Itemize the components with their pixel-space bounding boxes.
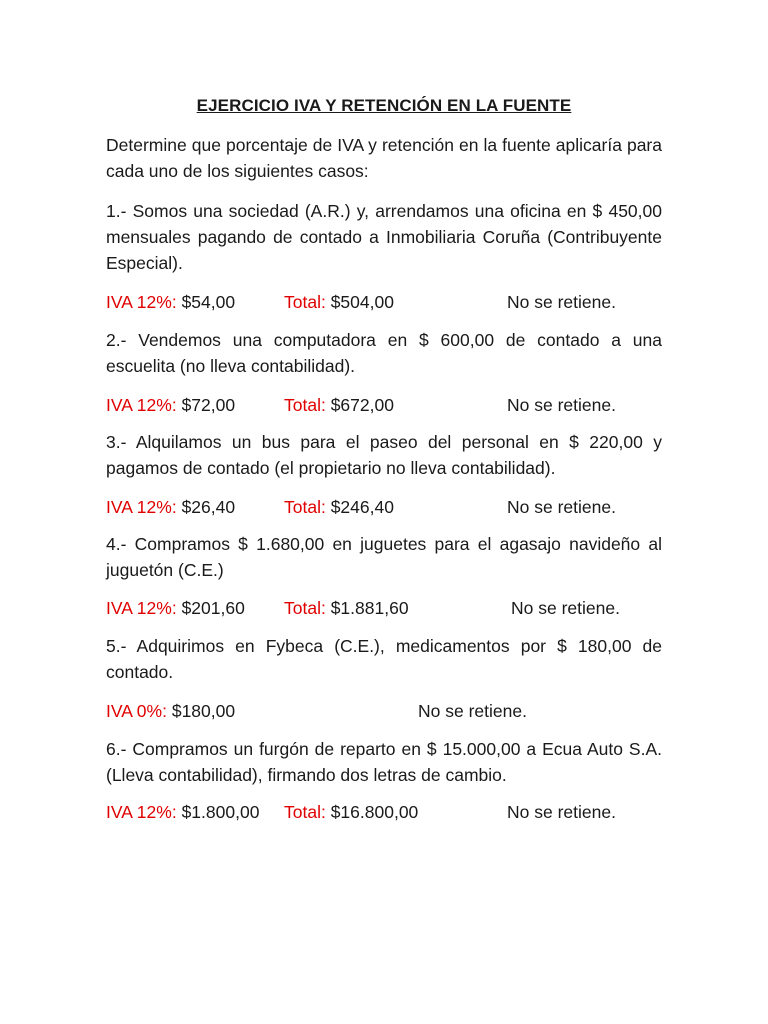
case-2-retention: No se retiene. xyxy=(507,395,616,415)
case-3-iva-value: $26,40 xyxy=(181,497,236,517)
document-title: EJERCICIO IVA Y RETENCIÓN EN LA FUENTE xyxy=(196,96,572,115)
intro-paragraph: Determine que porcentaje de IVA y retención en la fuente aplicaría para cada uno de los siguientes casos: xyxy=(106,135,662,181)
case-4-total-label: Total: xyxy=(284,598,326,618)
case-3-total-value: $246,40 xyxy=(330,497,394,517)
case-6-total-value: $16.800,00 xyxy=(330,802,419,822)
case-6-iva-value: $1.800,00 xyxy=(181,802,260,822)
case-1-total-label: Total: xyxy=(284,292,326,312)
case-5-retention: No se retiene. xyxy=(418,701,527,721)
case-3-total-label: Total: xyxy=(284,497,326,517)
case-4-iva-value: $201,60 xyxy=(181,598,245,618)
case-6-retention: No se retiene. xyxy=(507,802,616,822)
case-1-text: 1.- Somos una sociedad (A.R.) y, arrendamos una oficina en $ 450,00 mensuales pagando de contado a Inmobiliaria Coruña (Contribuyente Especial). xyxy=(106,201,662,273)
case-6-text: 6.- Compramos un furgón de reparto en $ 15.000,00 a Ecua Auto S.A. (Lleva contabilidad), firmando dos letras de cambio. xyxy=(106,739,662,785)
case-6-iva-label: IVA 12%: xyxy=(106,802,177,822)
case-2-total-value: $672,00 xyxy=(330,395,394,415)
case-3-text: 3.- Alquilamos un bus para el paseo del personal en $ 220,00 y pagamos de contado (el propietario no lleva contabilidad). xyxy=(106,432,662,478)
case-2-iva-label: IVA 12%: xyxy=(106,395,177,415)
case-2-iva-value: $72,00 xyxy=(181,395,236,415)
case-6-total-label: Total: xyxy=(284,802,326,822)
case-4-text: 4.- Compramos $ 1.680,00 en juguetes para el agasajo navideño al juguetón (C.E.) xyxy=(106,534,662,580)
case-4-total-value: $1.881,60 xyxy=(330,598,409,618)
case-3-iva-label: IVA 12%: xyxy=(106,497,177,517)
case-2-total-label: Total: xyxy=(284,395,326,415)
case-2-text: 2.- Vendemos una computadora en $ 600,00 de contado a una escuelita (no lleva contabilidad). xyxy=(106,330,662,376)
case-1-total-value: $504,00 xyxy=(330,292,394,312)
case-3-retention: No se retiene. xyxy=(507,497,616,517)
case-5-iva-label: IVA 0%: xyxy=(106,701,167,721)
case-1-iva-label: IVA 12%: xyxy=(106,292,177,312)
case-1-iva-value: $54,00 xyxy=(181,292,236,312)
case-4-iva-label: IVA 12%: xyxy=(106,598,177,618)
case-5-text: 5.- Adquirimos en Fybeca (C.E.), medicamentos por $ 180,00 de contado. xyxy=(106,636,662,682)
case-4-retention: No se retiene. xyxy=(511,598,620,618)
case-1-retention: No se retiene. xyxy=(507,292,616,312)
case-5-iva-value: $180,00 xyxy=(171,701,236,721)
